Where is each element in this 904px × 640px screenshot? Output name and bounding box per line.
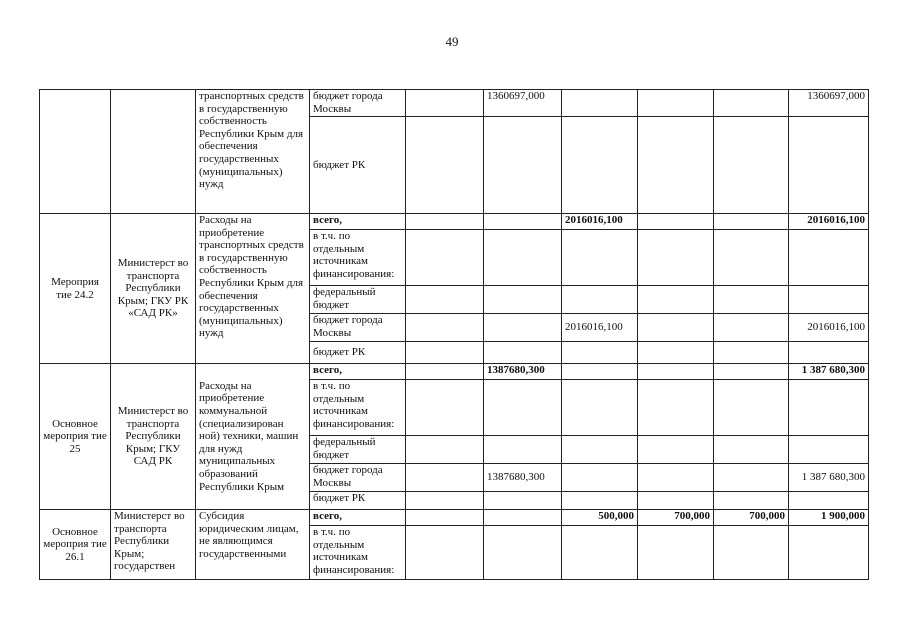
total-cell: 2016016,100 xyxy=(789,214,869,230)
source-label: федеральный бюджет xyxy=(310,286,406,314)
executor-cell: Министерст во транспорта Республики Крым; государствен xyxy=(111,510,196,580)
value-cell: 1387680,300 xyxy=(484,364,562,380)
description-cell: транспортных средств в государственную собственность Республики Крым для обеспечения государственных (муниципальных) нужд xyxy=(196,90,310,214)
vsego-label: всего, xyxy=(310,510,406,526)
description-cell: Расходы на приобретение транспортных средств в государственную собственность Республики Крым для обеспечения государственных (муниципальных) нужд xyxy=(196,214,310,364)
total-cell: 1 387 680,300 xyxy=(789,464,869,492)
source-label: бюджет города Москвы xyxy=(310,314,406,342)
source-label: бюджет РК xyxy=(310,492,406,510)
total-cell: 1 387 680,300 xyxy=(789,364,869,380)
vsego-label: всего, xyxy=(310,364,406,380)
source-label: в т.ч. по отдельным источникам финансирования: xyxy=(310,526,406,580)
vsego-label: всего, xyxy=(310,214,406,230)
value-cell: 700,000 xyxy=(638,510,714,526)
description-cell: Расходы на приобретение коммунальной (специализирован ной) техники, машин для нужд муниципальных образований Республики Крым xyxy=(196,364,310,510)
total-cell: 1 900,000 xyxy=(789,510,869,526)
measure-name: Мероприя тие 24.2 xyxy=(40,214,111,364)
executor-cell: Министерст во транспорта Республики Крым; ГКУ САД РК xyxy=(111,364,196,510)
source-label: бюджет города Москвы xyxy=(310,464,406,492)
value-cell: 500,000 xyxy=(562,510,638,526)
value-cell: 2016016,100 xyxy=(562,314,638,342)
source-label: в т.ч. по отдельным источникам финансирования: xyxy=(310,380,406,436)
source-label: бюджет РК xyxy=(310,342,406,364)
value-cell: 1360697,000 xyxy=(484,90,562,117)
source-label: бюджет РК xyxy=(310,117,406,214)
source-label: федеральный бюджет xyxy=(310,436,406,464)
total-cell: 1360697,000 xyxy=(789,90,869,117)
source-label: в т.ч. по отдельным источникам финансирования: xyxy=(310,230,406,286)
budget-table xyxy=(39,89,869,580)
measure-name: Основное мероприя тие 25 xyxy=(40,364,111,510)
value-cell: 2016016,100 xyxy=(562,214,638,230)
measure-name: Основное мероприя тие 26.1 xyxy=(40,510,111,580)
source-label: бюджет города Москвы xyxy=(310,90,406,117)
cell-empty xyxy=(40,90,111,214)
executor-cell: Министерст во транспорта Республики Крым; ГКУ РК «САД РК» xyxy=(111,214,196,364)
page-number: 49 xyxy=(445,34,459,49)
total-cell: 2016016,100 xyxy=(789,314,869,342)
value-cell: 1387680,300 xyxy=(484,464,562,492)
cell-empty xyxy=(111,90,196,214)
description-cell: Субсидия юридическим лицам, не являющимся государственными xyxy=(196,510,310,580)
value-cell: 700,000 xyxy=(714,510,789,526)
